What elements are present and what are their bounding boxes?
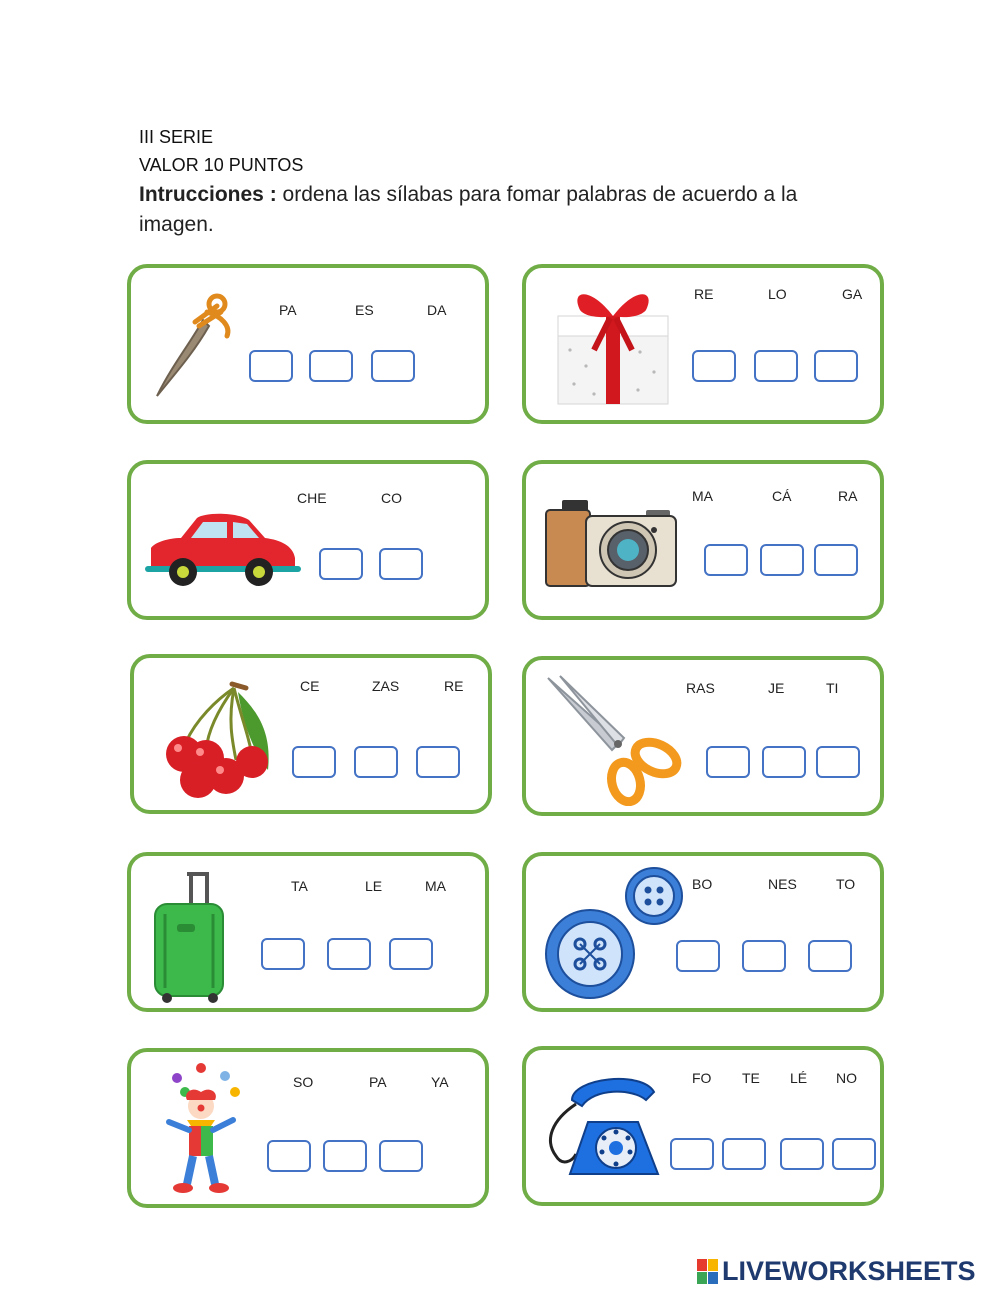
answer-box-1[interactable] [706,746,750,778]
answer-box-2[interactable] [309,350,353,382]
answer-box-3[interactable] [808,940,852,972]
syllable-2: LO [768,286,787,302]
syllable-3: TO [836,876,856,892]
syllable-3: LÉ [790,1070,808,1086]
answer-box-3[interactable] [814,544,858,576]
exercise-card-8 [522,852,884,1012]
exercise-card-2 [522,264,884,424]
syllable-1: RE [694,286,714,302]
answer-box-1[interactable] [292,746,336,778]
answer-box-1[interactable] [249,350,293,382]
syllable-3: TI [826,680,839,696]
exercise-card-10 [522,1046,884,1206]
answer-box-3[interactable] [816,746,860,778]
syllable-1: CE [300,678,320,694]
buttons-icon [544,866,684,1002]
syllable-2: ES [355,302,374,318]
syllable-2: TE [742,1070,760,1086]
syllable-1: TA [291,878,308,894]
syllable-1: SO [293,1074,314,1090]
instructions-label: Intrucciones : [139,183,277,206]
cherries-icon [156,670,286,800]
syllable-3: RA [838,488,858,504]
answer-box-3[interactable] [371,350,415,382]
syllable-2: CÁ [772,488,792,504]
syllable-2: CO [381,490,402,506]
syllable-3: YA [431,1074,449,1090]
answer-box-2[interactable] [722,1138,766,1170]
answer-box-2[interactable] [754,350,798,382]
exercise-card-6 [522,656,884,816]
syllable-1: CHE [297,490,327,506]
answer-box-3[interactable] [379,1140,423,1172]
syllable-3: MA [425,878,446,894]
syllable-2: JE [768,680,785,696]
liveworksheets-logo [697,1256,976,1286]
answer-box-2[interactable] [762,746,806,778]
answer-box-1[interactable] [676,940,720,972]
exercise-card-7 [127,852,489,1012]
answer-box-2[interactable] [354,746,398,778]
answer-box-1[interactable] [261,938,305,970]
logo-blocks-icon [697,1259,718,1284]
car-icon [145,508,301,588]
suitcase-icon [151,870,229,1006]
logo-block [708,1259,718,1271]
answer-box-2[interactable] [327,938,371,970]
answer-box-4[interactable] [832,1138,876,1170]
syllable-3: GA [842,286,863,302]
answer-box-1[interactable] [692,350,736,382]
answer-box-3[interactable] [389,938,433,970]
answer-box-2[interactable] [760,544,804,576]
answer-box-1[interactable] [267,1140,311,1172]
gift-box-icon [550,280,676,408]
syllable-1: BO [692,876,713,892]
answer-box-2[interactable] [742,940,786,972]
syllable-1: MA [692,488,713,504]
syllable-3: RE [444,678,464,694]
instructions [139,180,839,240]
clown-icon [157,1062,243,1198]
logo-block [697,1259,707,1271]
exercise-card-4 [522,460,884,620]
answer-box-1[interactable] [670,1138,714,1170]
logo-text: LIVEWORKSHEETS [722,1255,976,1286]
answer-box-3[interactable] [780,1138,824,1170]
answer-box-1[interactable] [319,548,363,580]
answer-box-1[interactable] [704,544,748,576]
syllable-1: RAS [686,680,715,696]
answer-box-2[interactable] [379,548,423,580]
camera-icon [542,496,682,592]
points-value: VALOR 10 PUNTOS [139,155,304,175]
answer-box-2[interactable] [323,1140,367,1172]
sword-icon [151,292,235,400]
series-title: III SERIE [139,127,214,147]
syllable-1: FO [692,1070,712,1086]
answer-box-3[interactable] [814,350,858,382]
exercise-card-1 [127,264,489,424]
instructions-text: ordena las sílabas para fomar palabras de acuerdo a la imagen. [139,183,798,236]
syllable-1: PA [279,302,297,318]
exercise-card-5 [130,654,492,814]
syllable-2: PA [369,1074,387,1090]
exercise-card-3 [127,460,489,620]
logo-block [708,1272,718,1284]
syllable-2: LE [365,878,383,894]
logo-block [697,1272,707,1284]
syllable-2: ZAS [372,678,400,694]
telephone-icon [542,1070,670,1186]
scissors-icon [544,672,684,806]
syllable-3: DA [427,302,447,318]
syllable-4: NO [836,1070,857,1086]
answer-box-3[interactable] [416,746,460,778]
syllable-2: NES [768,876,797,892]
exercise-card-9 [127,1048,489,1208]
